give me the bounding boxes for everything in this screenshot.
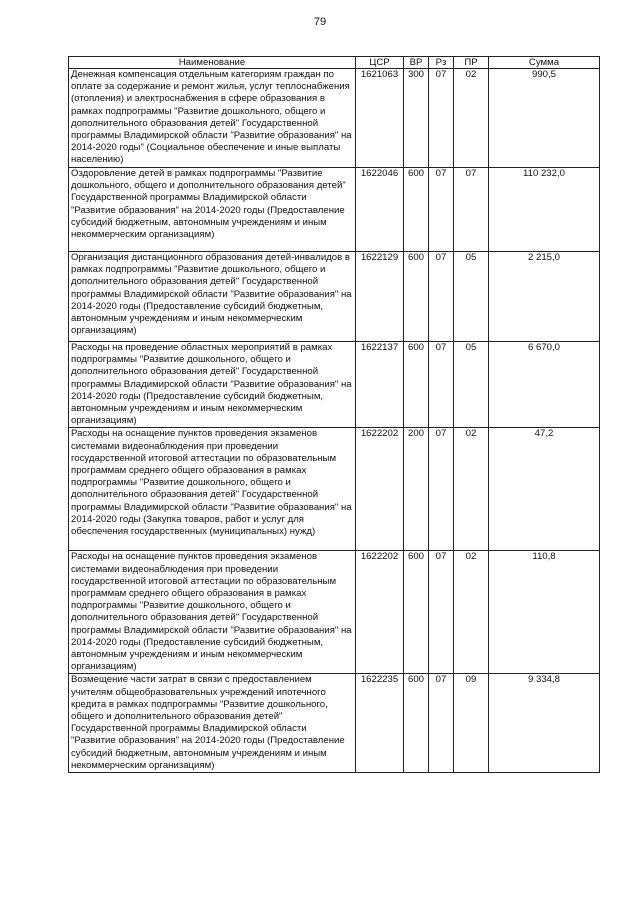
row-pr: 02 [454, 551, 489, 674]
row-csr: 1622137 [356, 342, 404, 428]
row-vr: 600 [404, 342, 429, 428]
row-sum: 110 232,0 [489, 168, 600, 252]
row-vr: 600 [404, 674, 429, 773]
row-csr: 1622235 [356, 674, 404, 773]
page-number: 79 [313, 16, 327, 28]
row-sum: 47,2 [489, 428, 600, 551]
header-pr: ПР [454, 57, 489, 69]
header-vr: ВР [404, 57, 429, 69]
row-rz: 07 [429, 428, 454, 551]
row-vr: 300 [404, 69, 429, 168]
header-rz: Рз [429, 57, 454, 69]
table-row [69, 551, 600, 674]
row-csr: 1622202 [356, 428, 404, 551]
row-csr: 1622202 [356, 551, 404, 674]
row-vr: 600 [404, 252, 429, 342]
row-name: Оздоровление детей в рамках подпрограммы "Развитие дошкольного, общего и дополнительного образования детей" Государственной программы Владимирской области "Развитие образования" на 2014-2020 годы (Предоставление субсидий бюджетным, автономным учреждениям и иным некоммерческим организациям) [69, 168, 356, 252]
row-rz: 07 [429, 551, 454, 674]
row-rz: 07 [429, 674, 454, 773]
budget-table [68, 56, 600, 773]
row-sum: 6 670,0 [489, 342, 600, 428]
table-row [69, 674, 600, 773]
table-header-row [69, 57, 600, 69]
table-row [69, 252, 600, 342]
row-pr: 05 [454, 342, 489, 428]
table-row [69, 342, 600, 428]
row-rz: 07 [429, 69, 454, 168]
row-rz: 07 [429, 168, 454, 252]
row-vr: 200 [404, 428, 429, 551]
row-pr: 05 [454, 252, 489, 342]
row-csr: 1621063 [356, 69, 404, 168]
row-vr: 600 [404, 168, 429, 252]
header-csr: ЦСР [356, 57, 404, 69]
row-pr: 02 [454, 428, 489, 551]
header-sum: Сумма [489, 57, 600, 69]
row-pr: 02 [454, 69, 489, 168]
row-vr: 600 [404, 551, 429, 674]
row-name: Расходы на оснащение пунктов проведения экзаменов системами видеонаблюдения при проведении государственной итоговой аттестации по образовательным программам среднего общего образования в рамках подпрограммы "Развитие дошкольного, общего и дополнительного образования детей" Государственной программы Владимирской области "Развитие образования" на 2014-2020 годы (Закупка товаров, работ и услуг для обеспечения государственных (муниципальных) нужд) [69, 428, 356, 551]
row-sum: 990,5 [489, 69, 600, 168]
row-name: Организация дистанционного образования детей-инвалидов в рамках подпрограммы "Развитие дошкольного, общего и дополнительного образования детей" Государственной программы Владимирской области "Развитие образования" на 2014-2020 годы (Предоставление субсидий бюджетным, автономным учреждениям и иным некоммерческим организациям) [69, 252, 356, 342]
table-row [69, 69, 600, 168]
row-name: Возмещение части затрат в связи с предоставлением учителям общеобразовательных учреждений ипотечного кредита в рамках подпрограммы "Развитие дошкольного, общего и дополнительного образования детей" Государственной программы Владимирской области "Развитие образования" на 2014-2020 годы (Предоставление субсидий бюджетным, автономным учреждениям и иным некоммерческим организациям) [69, 674, 356, 773]
row-name: Денежная компенсация отдельным категориям граждан по оплате за содержание и ремонт жилья, услуг теплоснабжения (отопления) и электроснабжения в сфере образования в рамках подпрограммы "Развитие дошкольного, общего и дополнительного образования детей" Государственной программы Владимирской области "Развитие образования" на 2014-2020 годы" (Социальное обеспечение и иные выплаты населению) [69, 69, 356, 168]
row-pr: 09 [454, 674, 489, 773]
row-sum: 110,8 [489, 551, 600, 674]
row-sum: 2 215,0 [489, 252, 600, 342]
row-csr: 1622046 [356, 168, 404, 252]
table-row [69, 428, 600, 551]
row-pr: 07 [454, 168, 489, 252]
row-sum: 9 334,8 [489, 674, 600, 773]
row-rz: 07 [429, 252, 454, 342]
header-name: Наименование [69, 57, 356, 69]
row-name: Расходы на проведение областных мероприятий в рамках подпрограммы "Развитие дошкольного, общего и дополнительного образования детей" Государственной программы Владимирской области "Развитие образования" на 2014-2020 годы (Предоставление субсидий бюджетным, автономным учреждениям и иным некоммерческим организациям) [69, 342, 356, 428]
row-name: Расходы на оснащение пунктов проведения экзаменов системами видеонаблюдения при проведении государственной итоговой аттестации по образовательным программам среднего общего образования в рамках подпрограммы "Развитие дошкольного, общего и дополнительного образования детей" Государственной программы Владимирской области "Развитие образования" на 2014-2020 годы (Предоставление субсидий бюджетным, автономным учреждениям и иным некоммерческим организациям) [69, 551, 356, 674]
table-row [69, 168, 600, 252]
row-rz: 07 [429, 342, 454, 428]
row-csr: 1622129 [356, 252, 404, 342]
